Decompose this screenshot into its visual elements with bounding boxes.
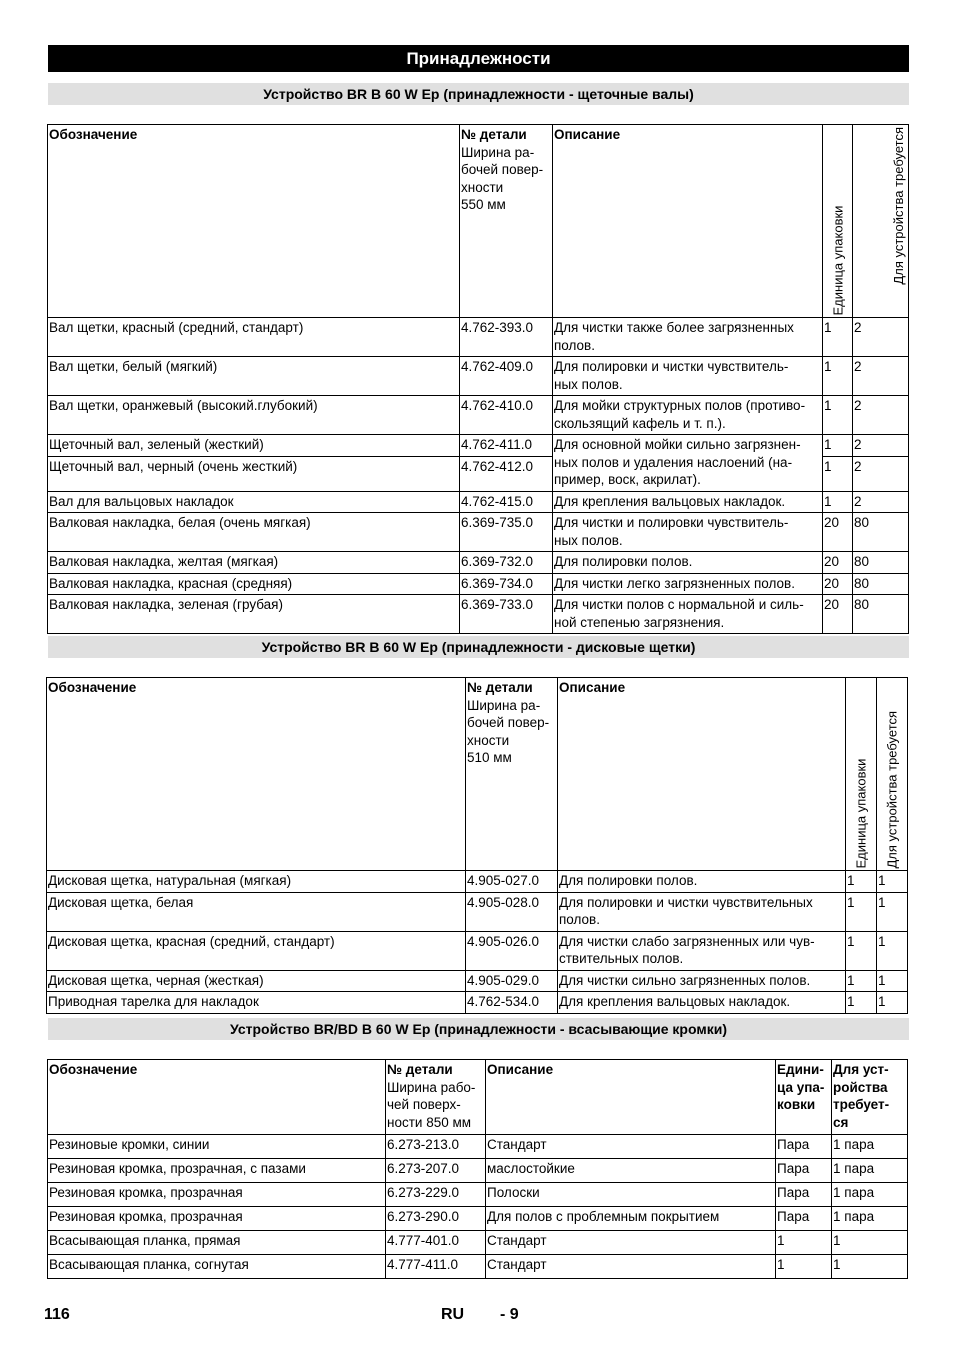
cell-req: Для устройства требуется xyxy=(884,710,900,868)
cell-req: 80 xyxy=(853,595,909,634)
cell-part: 6.369-733.0 xyxy=(460,595,553,634)
cell-name: Валковая накладка, желтая (мягкая) xyxy=(48,552,460,574)
cell-req: 1 пара xyxy=(832,1207,908,1231)
cell-desc: Стандарт xyxy=(486,1255,776,1279)
cell-name: Дисковая щетка, черная (жесткая) xyxy=(47,970,466,992)
table-row xyxy=(48,573,909,595)
cell-unit: 1 xyxy=(823,491,853,513)
cell-req: 1 xyxy=(832,1231,908,1255)
cell-part-no: № детали xyxy=(467,680,533,695)
cell-part: 4.762-393.0 xyxy=(460,318,553,357)
cell-unit: Пара xyxy=(776,1183,832,1207)
cell-name: Валковая накладка, красная (средняя) xyxy=(48,573,460,595)
cell-name: Резиновая кромка, прозрачная xyxy=(48,1183,386,1207)
table-row xyxy=(48,1159,908,1183)
cell-desc: Для полов с проблемным покрытием xyxy=(486,1207,776,1231)
cell-part-sub: Ширина рабо- чей поверх- ности 850 мм xyxy=(387,1079,476,1130)
cell-desc: Для чистки полов с нормальной и силь- ной степенью загрязнения. xyxy=(553,595,823,634)
section-number: - 9 xyxy=(500,1306,519,1323)
cell-req: 80 xyxy=(853,552,909,574)
table-row xyxy=(48,595,909,634)
table-row xyxy=(47,892,908,931)
cell-part: 6.369-735.0 xyxy=(460,513,553,552)
table-row xyxy=(47,992,908,1014)
cell-name: Резиновая кромка, прозрачная xyxy=(48,1207,386,1231)
cell-part: 4.762-412.0 xyxy=(460,456,553,491)
header-part-no xyxy=(386,1060,486,1135)
cell-name: Обозначение xyxy=(49,127,138,142)
cell-part-no: № детали xyxy=(461,127,527,142)
cell-name: Обозначение xyxy=(48,680,137,695)
table-row xyxy=(48,552,909,574)
cell-name: Резиновые кромки, синии xyxy=(48,1135,386,1159)
cell-unit: 20 xyxy=(823,595,853,634)
cell-part-sub: Ширина ра- бочей повер- хности 550 мм xyxy=(461,144,544,212)
table-row xyxy=(48,1255,908,1279)
cell-desc: Стандарт xyxy=(486,1135,776,1159)
cell-name: Дисковая щетка, красная (средний, стандарт) xyxy=(47,931,466,970)
cell-name: Вал для вальцовых накладок xyxy=(48,491,460,513)
cell-req: 1 xyxy=(877,970,908,992)
brush-rollers-table xyxy=(47,124,909,634)
cell-name: Валковая накладка, белая (очень мягкая) xyxy=(48,513,460,552)
cell-name: Всасывающая планка, прямая xyxy=(48,1231,386,1255)
table-row xyxy=(48,1183,908,1207)
header-part-no xyxy=(466,678,558,871)
cell-unit: 20 xyxy=(823,573,853,595)
cell-desc: Для полировки полов. xyxy=(558,871,846,893)
header-unit xyxy=(776,1060,832,1135)
cell-name: Резиновая кромка, прозрачная, с пазами xyxy=(48,1159,386,1183)
header-unit xyxy=(823,125,853,318)
cell-desc: Для мойки структурных полов (противо- скользящий кафель и т. п.). xyxy=(553,396,823,435)
table-header-row xyxy=(48,1060,908,1135)
cell-part: 4.762-409.0 xyxy=(460,357,553,396)
cell-name: Обозначение xyxy=(49,1062,138,1077)
cell-part: 6.273-229.0 xyxy=(386,1183,486,1207)
cell-desc: маслостойкие xyxy=(486,1159,776,1183)
table-row xyxy=(48,318,909,357)
header-name xyxy=(48,125,460,318)
cell-desc: Для чистки легко загрязненных полов. xyxy=(553,573,823,595)
table-row xyxy=(48,491,909,513)
cell-unit: Едини- ца упа- ковки xyxy=(777,1062,825,1112)
table-header-row xyxy=(47,678,908,871)
cell-unit: Единица упаковки xyxy=(829,205,845,315)
table-header-row xyxy=(48,125,909,318)
cell-req: 1 xyxy=(832,1255,908,1279)
cell-req: 80 xyxy=(853,573,909,595)
cell-unit: 1 xyxy=(776,1231,832,1255)
disc-brushes-table xyxy=(46,677,908,1014)
cell-name: Дисковая щетка, белая xyxy=(47,892,466,931)
cell-desc: Для полировки и чистки чувствительных полов. xyxy=(558,892,846,931)
cell-part: 4.905-026.0 xyxy=(466,931,558,970)
cell-part: 4.777-401.0 xyxy=(386,1231,486,1255)
cell-unit: 1 xyxy=(846,892,877,931)
cell-req: 1 пара xyxy=(832,1159,908,1183)
cell-req: 1 xyxy=(877,992,908,1014)
cell-part: 4.762-411.0 xyxy=(460,435,553,457)
cell-unit: 1 xyxy=(823,318,853,357)
cell-name: Вал щетки, красный (средний, стандарт) xyxy=(48,318,460,357)
cell-req: 1 xyxy=(877,892,908,931)
cell-desc: Описание xyxy=(559,680,626,695)
table-row xyxy=(48,396,909,435)
cell-desc: Описание xyxy=(487,1062,554,1077)
cell-name: Вал щетки, белый (мягкий) xyxy=(48,357,460,396)
cell-part: 4.905-028.0 xyxy=(466,892,558,931)
header-part-no xyxy=(460,125,553,318)
cell-req: 1 xyxy=(877,931,908,970)
cell-unit: 1 xyxy=(846,970,877,992)
cell-name: Дисковая щетка, натуральная (мягкая) xyxy=(47,871,466,893)
cell-unit: 1 xyxy=(823,357,853,396)
cell-name: Щеточный вал, зеленый (жесткий) xyxy=(48,435,460,457)
table-row xyxy=(48,435,909,457)
cell-req: Для устройства требуется xyxy=(890,127,906,285)
section-heading-disc-brushes: Устройство BR B 60 W Ep (принадлежности - дисковые щетки) xyxy=(48,636,909,658)
header-unit xyxy=(846,678,877,871)
squeegees-table xyxy=(47,1059,908,1279)
cell-unit: 1 xyxy=(823,456,853,491)
cell-req: 80 xyxy=(853,513,909,552)
language-code: RU xyxy=(441,1306,465,1323)
cell-unit: 1 xyxy=(846,992,877,1014)
header-required xyxy=(832,1060,908,1135)
cell-unit: Пара xyxy=(776,1207,832,1231)
cell-part: 6.369-732.0 xyxy=(460,552,553,574)
page-number: 116 xyxy=(44,1306,70,1323)
cell-part: 4.762-534.0 xyxy=(466,992,558,1014)
cell-part: 4.777-411.0 xyxy=(386,1255,486,1279)
cell-unit: Пара xyxy=(776,1135,832,1159)
header-description xyxy=(486,1060,776,1135)
cell-desc: Описание xyxy=(554,127,621,142)
cell-req: Для уст- ройства требует- ся xyxy=(833,1062,890,1130)
cell-part: 6.273-213.0 xyxy=(386,1135,486,1159)
header-required xyxy=(877,678,908,871)
cell-unit: 1 xyxy=(823,396,853,435)
cell-desc: Для чистки также более загрязненных полов. xyxy=(553,318,823,357)
cell-unit: Пара xyxy=(776,1159,832,1183)
cell-part: 6.273-290.0 xyxy=(386,1207,486,1231)
cell-unit: 1 xyxy=(846,931,877,970)
cell-part: 4.905-029.0 xyxy=(466,970,558,992)
header-description xyxy=(558,678,846,871)
cell-req: 2 xyxy=(853,396,909,435)
cell-part: 6.369-734.0 xyxy=(460,573,553,595)
cell-name: Щеточный вал, черный (очень жесткий) xyxy=(48,456,460,491)
cell-unit: 1 xyxy=(776,1255,832,1279)
table-row xyxy=(47,871,908,893)
cell-part-sub: Ширина ра- бочей повер- хности 510 мм xyxy=(467,697,550,765)
cell-desc: Для чистки и полировки чувствитель- ных полов. xyxy=(553,513,823,552)
cell-part-no: № детали xyxy=(387,1062,453,1077)
table-row xyxy=(48,1207,908,1231)
cell-req: 2 xyxy=(853,491,909,513)
cell-unit: 1 xyxy=(846,871,877,893)
page-title: Принадлежности xyxy=(48,45,909,72)
cell-desc: Стандарт xyxy=(486,1231,776,1255)
cell-req: 2 xyxy=(853,357,909,396)
table-row xyxy=(48,1231,908,1255)
header-name xyxy=(48,1060,386,1135)
table-row xyxy=(47,931,908,970)
cell-unit: 20 xyxy=(823,513,853,552)
cell-req: 1 пара xyxy=(832,1183,908,1207)
cell-desc: Для полировки полов. xyxy=(553,552,823,574)
cell-desc: Для крепления вальцовых накладок. xyxy=(558,992,846,1014)
table-row xyxy=(47,970,908,992)
header-name xyxy=(47,678,466,871)
cell-name: Приводная тарелка для накладок xyxy=(47,992,466,1014)
cell-req: 1 пара xyxy=(832,1135,908,1159)
cell-desc: Для крепления вальцовых накладок. xyxy=(553,491,823,513)
cell-name: Вал щетки, оранжевый (высокий.глубокий) xyxy=(48,396,460,435)
section-heading-squeegees: Устройство BR/BD B 60 W Ep (принадлежности - всасывающие кромки) xyxy=(48,1018,909,1040)
cell-name: Валковая накладка, зеленая (грубая) xyxy=(48,595,460,634)
cell-unit: Единица упаковки xyxy=(853,758,869,868)
cell-unit: 20 xyxy=(823,552,853,574)
cell-desc: Для чистки сильно загрязненных полов. xyxy=(558,970,846,992)
cell-part: 4.762-410.0 xyxy=(460,396,553,435)
cell-desc: Для полировки и чистки чувствитель- ных полов. xyxy=(553,357,823,396)
cell-desc: Полоски xyxy=(486,1183,776,1207)
cell-part: 6.273-207.0 xyxy=(386,1159,486,1183)
header-required xyxy=(853,125,909,318)
cell-req: 2 xyxy=(853,318,909,357)
section-heading-brush-rollers: Устройство BR B 60 W Ep (принадлежности - щеточные валы) xyxy=(48,83,909,105)
table-row xyxy=(48,357,909,396)
cell-req: 1 xyxy=(877,871,908,893)
cell-part: 4.905-027.0 xyxy=(466,871,558,893)
table-row xyxy=(48,1135,908,1159)
cell-desc: Для чистки слабо загрязненных или чув- ствительных полов. xyxy=(558,931,846,970)
cell-desc: Для основной мойки сильно загрязнен- ных полов и удаления наслоений (на- пример, воск, акрилат). xyxy=(553,435,823,492)
cell-req: 2 xyxy=(853,435,909,457)
cell-part: 4.762-415.0 xyxy=(460,491,553,513)
cell-unit: 1 xyxy=(823,435,853,457)
table-row xyxy=(48,513,909,552)
header-description xyxy=(553,125,823,318)
cell-name: Всасывающая планка, согнутая xyxy=(48,1255,386,1279)
cell-req: 2 xyxy=(853,456,909,491)
